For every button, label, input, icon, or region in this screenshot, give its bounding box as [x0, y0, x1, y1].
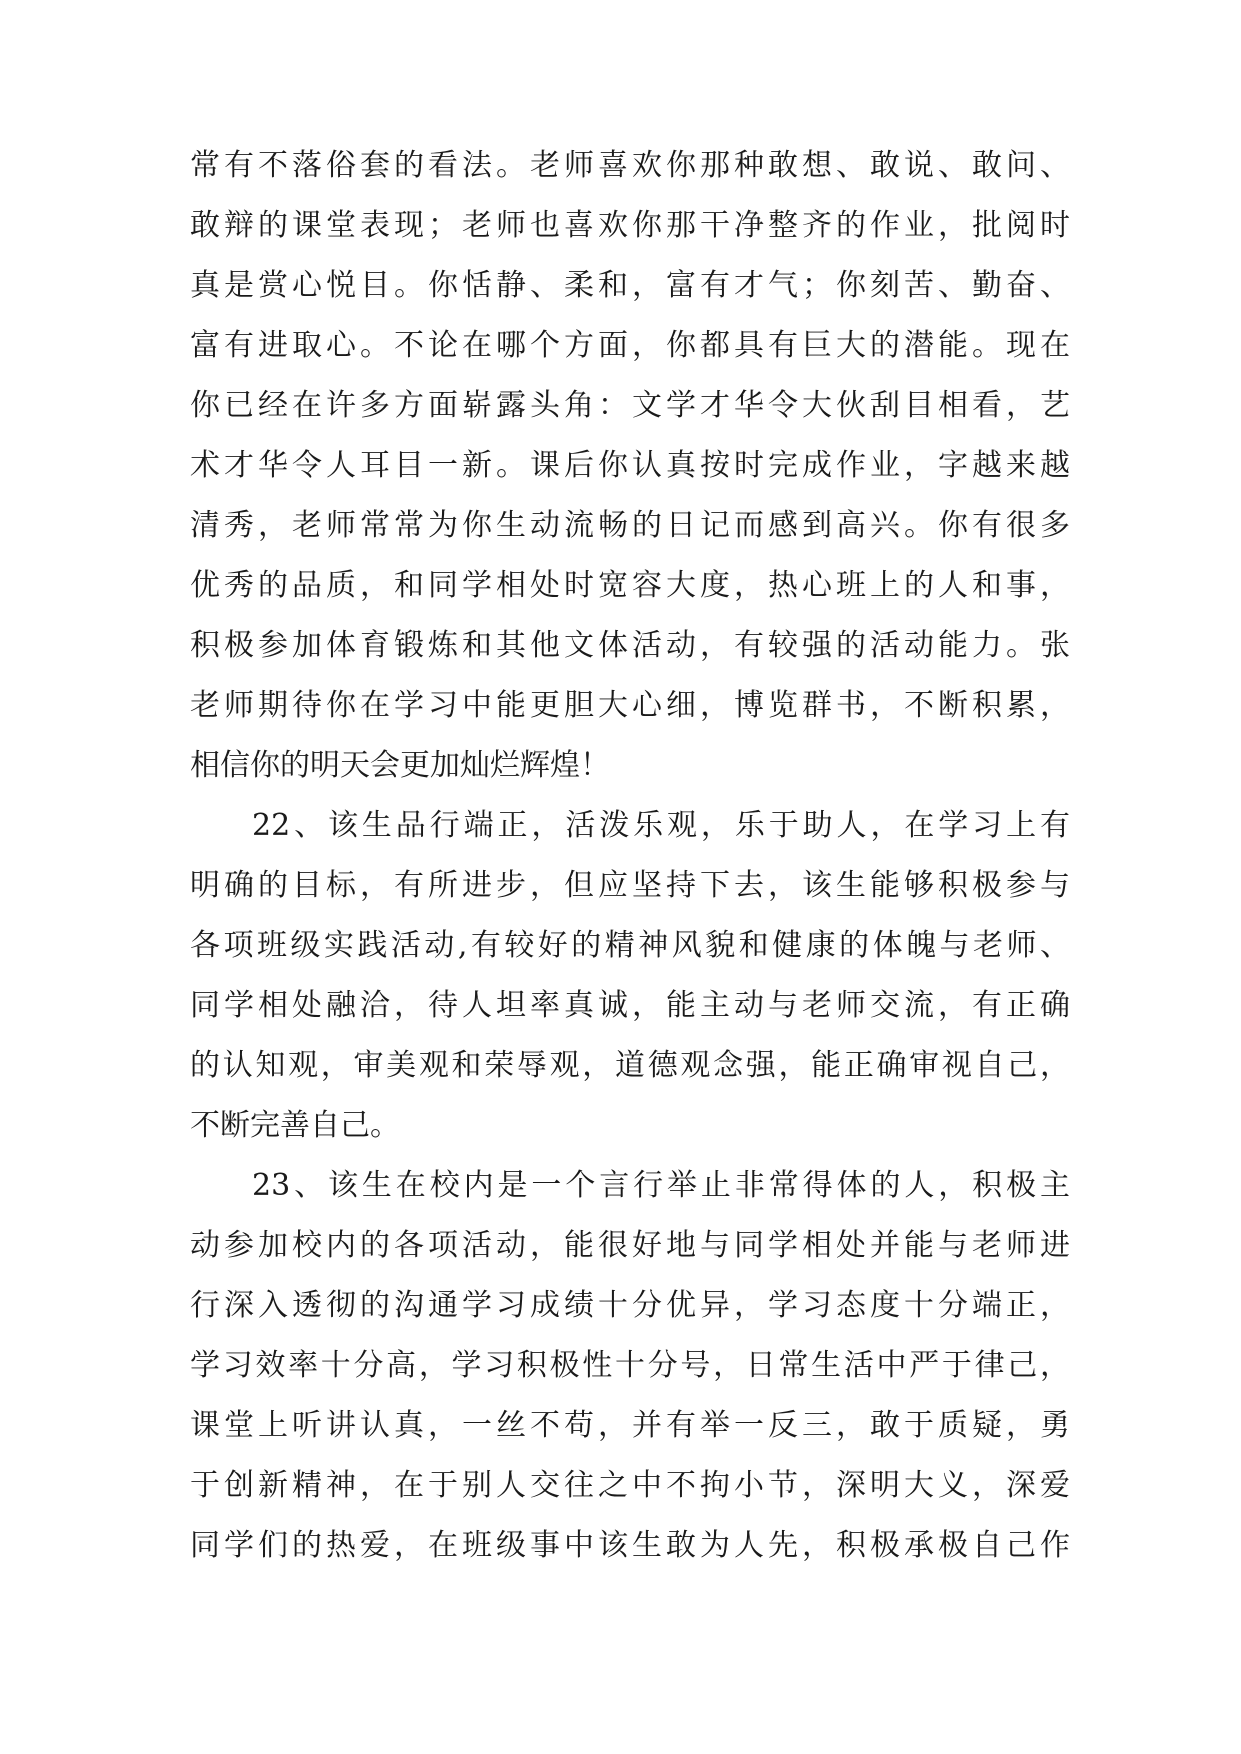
text-line: 老师期待你在学习中能更胆大心细，博览群书，不断积累， — [190, 688, 1070, 723]
text-line: 于创新精神，在于别人交往之中不拘小节，深明大义，深爱 — [190, 1468, 1070, 1503]
text-line: 不断完善自己。 — [190, 1108, 400, 1143]
text-line: 同学相处融洽，待人坦率真诚，能主动与老师交流，有正确 — [190, 988, 1070, 1023]
text-line: 课堂上听讲认真，一丝不苟，并有举一反三，敢于质疑，勇 — [190, 1408, 1070, 1443]
document-body — [190, 136, 1070, 1576]
text-line: 常有不落俗套的看法。老师喜欢你那种敢想、敢说、敢问、 — [190, 148, 1070, 183]
text-line: 富有进取心。不论在哪个方面，你都具有巨大的潜能。现在 — [190, 328, 1070, 363]
text-line: 动参加校内的各项活动，能很好地与同学相处并能与老师进 — [190, 1228, 1070, 1263]
text-line: 优秀的品质，和同学相处时宽容大度，热心班上的人和事， — [190, 568, 1070, 603]
paragraph-23-first-line: 23、该生在校内是一个言行举止非常得体的人，积极主 — [252, 1168, 1070, 1203]
text-line: 相信你的明天会更加灿烂辉煌！ — [190, 748, 610, 783]
text-line: 积极参加体育锻炼和其他文体活动，有较强的活动能力。张 — [190, 628, 1070, 663]
paragraph-22-first-line: 22、该生品行端正，活泼乐观，乐于助人，在学习上有 — [252, 808, 1070, 843]
text-line: 同学们的热爱，在班级事中该生敢为人先，积极承极自己作 — [190, 1528, 1070, 1563]
text-line: 的认知观，审美观和荣辱观，道德观念强，能正确审视自己， — [190, 1048, 1070, 1083]
text-line: 敢辩的课堂表现；老师也喜欢你那干净整齐的作业，批阅时 — [190, 208, 1070, 243]
text-line: 各项班级实践活动,有较好的精神风貌和健康的体魄与老师、 — [190, 928, 1070, 963]
text-line: 术才华令人耳目一新。课后你认真按时完成作业，字越来越 — [190, 448, 1070, 483]
text-line: 明确的目标，有所进步，但应坚持下去，该生能够积极参与 — [190, 868, 1070, 903]
text-line: 清秀，老师常常为你生动流畅的日记而感到高兴。你有很多 — [190, 508, 1070, 543]
text-line: 行深入透彻的沟通学习成绩十分优异，学习态度十分端正， — [190, 1288, 1070, 1323]
text-line: 真是赏心悦目。你恬静、柔和，富有才气；你刻苦、勤奋、 — [190, 268, 1070, 303]
text-line: 你已经在许多方面崭露头角：文学才华令大伙刮目相看，艺 — [190, 388, 1070, 423]
text-line: 学习效率十分高，学习积极性十分号，日常生活中严于律己， — [190, 1348, 1070, 1383]
